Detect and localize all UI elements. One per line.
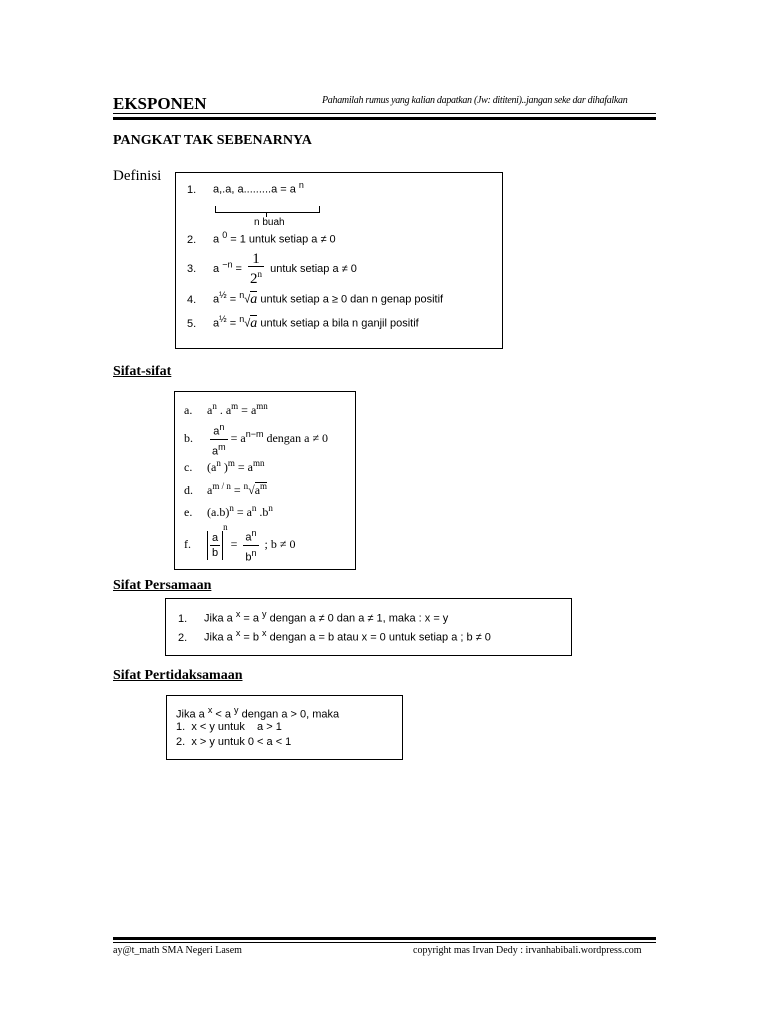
root-index: n (239, 314, 245, 324)
item-base: a (213, 317, 220, 330)
item-exponent: n (298, 180, 304, 190)
fraction (210, 420, 228, 458)
term: = a (233, 505, 252, 519)
header-note: Pahamilah rumus yang kalian dapatkan (Jw: dititeni)..jangan seke dar dihafalkan (322, 95, 628, 106)
footer-rule-thick (113, 937, 656, 940)
term: = (230, 537, 238, 551)
fraction-denominator: 2 (250, 271, 258, 287)
persamaan-item-2 (178, 628, 491, 644)
fraction-denominator: b (212, 546, 219, 559)
fraction-numerator: a (212, 531, 219, 544)
sifat-item-e (184, 503, 273, 520)
exponent: n (223, 522, 228, 532)
item-text: x > y untuk 0 < a < 1 (191, 736, 292, 748)
condition: dengan a = b atau x = 0 untuk setiap a ; b ≠ 0 (266, 631, 491, 644)
radicand: a (250, 291, 258, 307)
exponent: n (251, 547, 257, 558)
term: < a (212, 708, 231, 721)
definisi-item-4 (187, 290, 443, 308)
radical-icon: √ (244, 317, 251, 330)
pertidaksamaan-item-1 (176, 721, 282, 733)
item-number: 2. (178, 631, 188, 644)
item-text: a,.a, a.........a = a (213, 183, 296, 196)
exponent: m (218, 441, 226, 452)
exponent: x (207, 705, 213, 715)
condition: dengan a ≠ 0 dan a ≠ 1, maka : x = y (266, 612, 449, 625)
item-number: 5. (187, 317, 197, 330)
exponent: mn (252, 458, 265, 468)
item-equals: = (235, 262, 242, 275)
section-main-title: PANGKAT TAK SEBENARNYA (113, 133, 312, 148)
radical-icon: √ (244, 293, 251, 306)
fraction (243, 526, 258, 564)
item-exponent: ½ (219, 314, 227, 324)
exponent: mn (256, 401, 268, 411)
item-label: b. (184, 430, 193, 445)
radicand: a (254, 483, 261, 497)
exponent: n−m (245, 428, 264, 439)
definisi-item-2 (187, 230, 336, 246)
bracket (207, 531, 223, 560)
item-exponent: −n (222, 259, 233, 270)
exponent: m (227, 458, 235, 468)
pertidaksamaan-item-2 (176, 736, 291, 748)
item-label: f. (184, 537, 191, 551)
item-number: 1. (187, 183, 197, 196)
footer-right: copyright mas Irvan Dedy : irvanhabibali.wordpress.com (413, 945, 642, 956)
term: .b (256, 505, 269, 519)
underbrace (215, 206, 320, 213)
item-label: a. (184, 403, 193, 417)
exponent: n (268, 503, 273, 513)
term: Jika a (204, 612, 233, 625)
item-number: 3. (187, 262, 197, 275)
item-base: a (213, 293, 220, 306)
footer-left: ay@t_math SMA Negeri Lasem (113, 945, 242, 956)
term: a (207, 483, 213, 497)
condition: ; b ≠ 0 (261, 537, 296, 551)
underbrace-label: n buah (254, 217, 285, 228)
item-label: d. (184, 483, 193, 497)
fraction-numerator: 1 (248, 252, 264, 267)
item-number: 1. (178, 612, 188, 625)
item-text: untuk setiap a bila n ganjil positif (260, 317, 419, 330)
term: = a (238, 403, 257, 417)
root-index: n (243, 481, 249, 491)
sifat-persamaan-box (165, 598, 572, 656)
exponent: m / n (212, 481, 231, 491)
sifat-item-b (184, 420, 328, 458)
term: . a (216, 403, 232, 417)
exponent: m (231, 401, 239, 411)
item-exponent: ½ (219, 290, 227, 300)
root-index: n (239, 290, 245, 300)
sifat-sifat-title: Sifat-sifat (113, 364, 172, 379)
exponent: x (235, 609, 241, 619)
term: = b (240, 631, 259, 644)
persamaan-item-1 (178, 609, 448, 625)
item-text: x < y untuk a > 1 (191, 721, 282, 733)
term: = a (234, 460, 253, 474)
item-text: untuk setiap a ≠ 0 (270, 262, 357, 275)
footer-rule-thin (113, 942, 656, 943)
exponent: x (235, 628, 241, 638)
term: (a.b) (207, 505, 230, 519)
item-base: a (213, 233, 220, 246)
radical-icon: √ (248, 483, 255, 497)
sifat-item-f (184, 522, 295, 564)
term: (a (207, 460, 217, 474)
exponent: n (212, 401, 217, 411)
exponent: n (251, 528, 257, 539)
fraction-denominator: a (212, 445, 219, 458)
item-base: a (213, 262, 220, 275)
exponent: m (260, 481, 268, 491)
item-equals: = (229, 317, 237, 330)
radicand: a (250, 315, 258, 331)
definisi-item-3 (187, 252, 357, 286)
term: = a (230, 430, 246, 445)
exponent: n (216, 458, 221, 468)
fraction (210, 531, 220, 560)
header-rule-thin (113, 113, 656, 114)
condition: dengan a ≠ 0 (263, 430, 329, 445)
sifat-item-c (184, 458, 264, 475)
term: = a (240, 612, 259, 625)
exponent: n (251, 503, 257, 513)
term: a (207, 403, 213, 417)
item-text: = 1 untuk setiap a ≠ 0 (230, 233, 336, 246)
definisi-item-1 (187, 180, 304, 196)
item-exponent: 0 (222, 230, 228, 240)
denominator-exponent: n (257, 269, 263, 279)
fraction-numerator: a (213, 425, 220, 438)
sifat-item-a (184, 401, 268, 418)
term: Jika a (204, 631, 233, 644)
exponent: y (234, 705, 239, 715)
document-title: EKSPONEN (113, 94, 207, 113)
item-number: 1. (176, 721, 186, 733)
definisi-label: Definisi (113, 168, 162, 184)
item-equals: = (229, 293, 237, 306)
term: Jika a (176, 708, 205, 721)
header-rule-thick (113, 117, 656, 120)
condition: dengan a > 0, maka (238, 708, 340, 721)
item-label: e. (184, 505, 193, 519)
item-label: c. (184, 460, 193, 474)
exponent: x (262, 628, 267, 638)
exponent: n (219, 422, 225, 432)
sifat-pertidaksamaan-title: Sifat Pertidaksamaan (113, 668, 243, 683)
item-number: 2. (176, 736, 186, 748)
item-text: untuk setiap a ≥ 0 dan n genap positif (260, 293, 444, 306)
definisi-item-5 (187, 314, 419, 332)
sifat-item-d (184, 481, 267, 498)
fraction-denominator: b (245, 551, 252, 564)
pertidaksamaan-intro (176, 705, 339, 721)
exponent: n (229, 503, 234, 513)
item-number: 2. (187, 233, 197, 246)
term: ) (220, 460, 228, 474)
term: = (230, 483, 244, 497)
sifat-persamaan-title: Sifat Persamaan (113, 578, 212, 593)
fraction (248, 252, 264, 286)
fraction-numerator: a (245, 531, 252, 544)
exponent: y (262, 609, 267, 619)
item-number: 4. (187, 293, 197, 306)
